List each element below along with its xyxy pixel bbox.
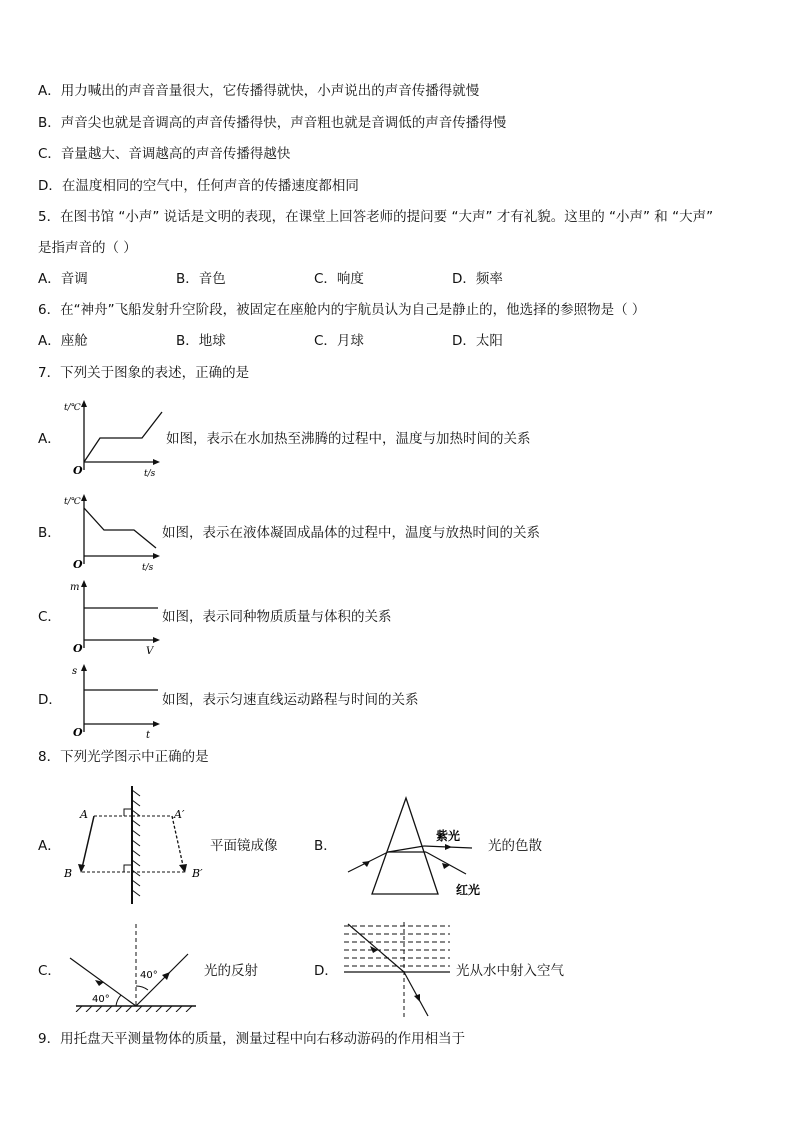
q7-b-letter: B． <box>38 525 61 541</box>
q4-option-c: C．音量越大、音调越高的声音传播得越快 <box>38 146 291 162</box>
q7-d-x-label: t <box>146 730 151 740</box>
q6-option-c: C．月球 <box>314 333 364 349</box>
q6-option-d: D．太阳 <box>452 333 503 349</box>
q7-c-text: 如图，表示同种物质质量与体积的关系 <box>162 609 392 625</box>
q4-option-b: B．声音尖也就是音调高的声音传播得快，声音粗也就是音调低的声音传播得慢 <box>38 115 507 131</box>
q8-stem: 8．下列光学图示中正确的是 <box>38 749 209 765</box>
q7-c-letter: C． <box>38 609 61 625</box>
q7-c-origin: O <box>73 642 83 655</box>
q4-option-a: A．用力喊出的声音音量很大，它传播得就快，小声说出的声音传播得就慢 <box>38 83 480 99</box>
q5-option-d: D．频率 <box>452 271 503 287</box>
q7-d-text: 如图，表示匀速直线运动路程与时间的关系 <box>162 692 419 708</box>
q5-stem-line1: 5．在图书馆 “小声” 说话是文明的表现，在课堂上回答老师的提问要 “大声” 才有礼貌。这里的 “小声” 和 “大声” <box>38 209 714 225</box>
q7-b-y-label: t/℃ <box>64 497 81 507</box>
q7-c-graph <box>64 576 164 656</box>
q7-a-letter: A． <box>38 431 61 447</box>
q8-a-label-b: B <box>64 867 73 880</box>
q8-b-letter: B． <box>314 838 337 854</box>
q8-d-letter: D． <box>314 963 338 979</box>
q7-c-x-label: V <box>146 646 154 656</box>
q7-b-graph <box>64 492 164 572</box>
q7-d-letter: D． <box>38 692 62 708</box>
q7-b-origin: O <box>73 558 83 571</box>
q7-d-y-label: s <box>72 666 78 677</box>
q8-b-red-label: 红光 <box>456 883 481 897</box>
q6-stem: 6．在“神舟”飞船发射升空阶段，被固定在座舱内的宇航员认为自己是静止的，他选择的参照物是（ ） <box>38 302 646 318</box>
q8-c-angle-1: 40° <box>92 994 110 1005</box>
q7-a-y-label: t/℃ <box>64 403 81 413</box>
q6-option-a: A．座舱 <box>38 333 88 349</box>
q7-c-y-label: m <box>70 582 80 593</box>
q8-d-diagram <box>342 920 454 1020</box>
q8-a-label-a-prime: A′ <box>174 808 185 821</box>
q7-b-x-label: t/s <box>142 563 154 572</box>
q5-stem-line2: 是指声音的（ ） <box>38 240 137 256</box>
q5-option-b: B．音色 <box>176 271 226 287</box>
q7-a-x-label: t/s <box>144 469 156 478</box>
q8-c-caption: 光的反射 <box>204 963 258 979</box>
q8-a-caption: 平面镜成像 <box>210 838 278 854</box>
q7-stem: 7．下列关于图象的表述，正确的是 <box>38 365 250 381</box>
q8-a-letter: A． <box>38 838 61 854</box>
q5-option-a: A．音调 <box>38 271 88 287</box>
q7-b-text: 如图，表示在液体凝固成晶体的过程中，温度与放热时间的关系 <box>162 525 540 541</box>
q8-c-letter: C． <box>38 963 61 979</box>
q7-a-origin: O <box>73 464 83 477</box>
q8-b-diagram <box>340 794 490 900</box>
q8-c-angle-2: 40° <box>140 970 158 981</box>
q8-b-purple-label: 紫光 <box>436 829 461 843</box>
q7-a-text: 如图，表示在水加热至沸腾的过程中，温度与加热时间的关系 <box>166 431 531 447</box>
q8-a-label-a: A <box>80 808 88 821</box>
q7-d-origin: O <box>73 726 83 739</box>
q7-d-graph <box>64 660 164 740</box>
q7-a-graph <box>64 398 164 478</box>
q8-c-diagram <box>64 920 204 1012</box>
q9-stem: 9．用托盘天平测量物体的质量，测量过程中向右移动游码的作用相当于 <box>38 1031 466 1047</box>
q5-option-c: C．响度 <box>314 271 364 287</box>
q8-a-label-b-prime: B′ <box>192 867 203 880</box>
q8-a-diagram <box>60 784 210 908</box>
q4-option-d: D．在温度相同的空气中，任何声音的传播速度都相同 <box>38 178 359 194</box>
q8-b-caption: 光的色散 <box>488 838 542 854</box>
q6-option-b: B．地球 <box>176 333 226 349</box>
q8-d-caption: 光从水中射入空气 <box>456 963 564 979</box>
